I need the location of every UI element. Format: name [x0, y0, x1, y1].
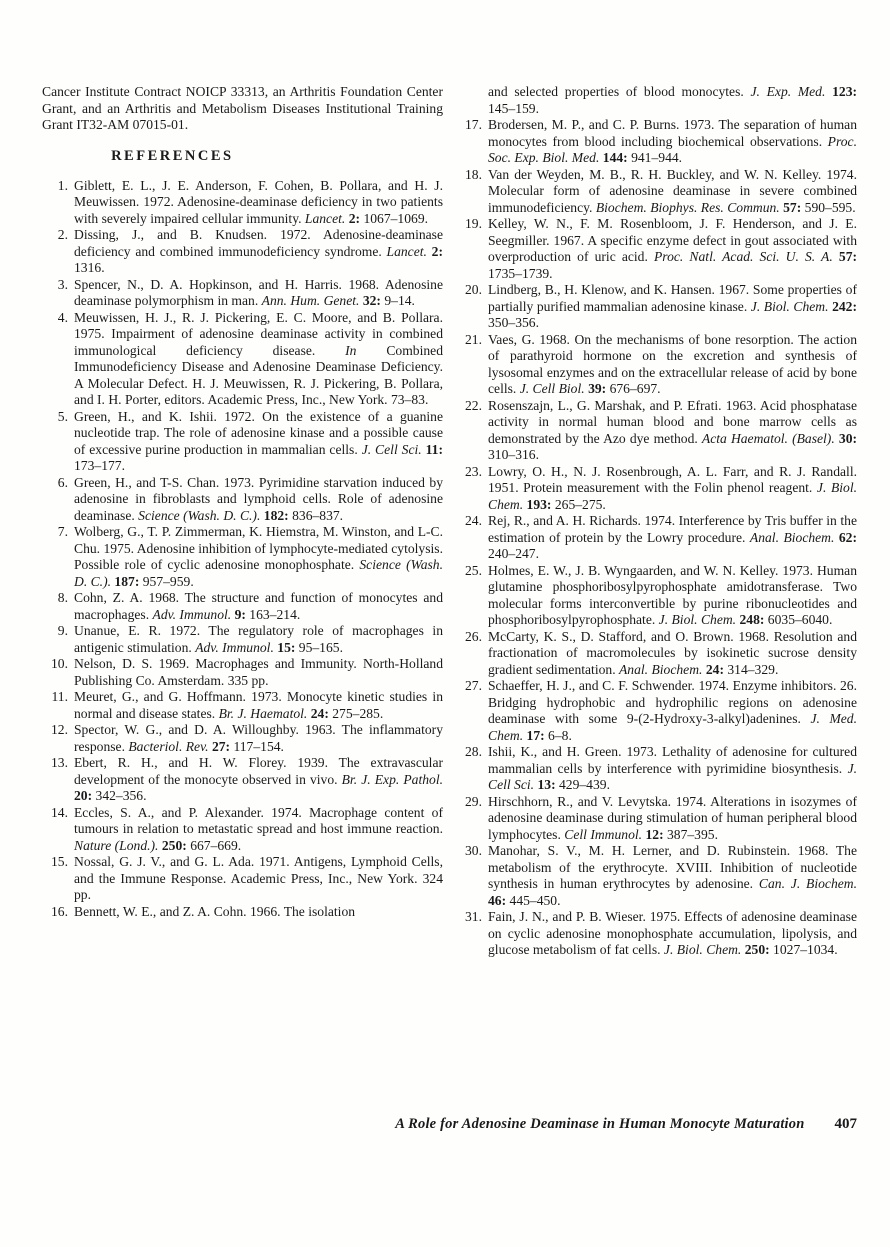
reference-text: Nossal, G. J. V., and G. L. Ada. 1971. Antigens, Lymphoid Cells, and the Immune Response. Academic Press, Inc., New York. 324 pp. [74, 854, 443, 902]
reference-number: 22. [465, 397, 482, 413]
running-title: A Role for Adenosine Deaminase in Human Monocyte Maturation [395, 1116, 805, 1132]
reference-number: 28. [465, 744, 482, 759]
reference-item [456, 464, 857, 514]
reference-text: Rosenszajn, L., G. Marshak, and P. Efrati. 1963. Acid phosphatase activity in normal human blood and bone marrow cells as demonstrated by the Azo dye method. Acta Haematol. (Basel). 30: 310–316. [488, 397, 858, 462]
reference-item [456, 909, 857, 959]
journal-page [42, 84, 857, 959]
reference-text: Schaeffer, H. J., and C. F. Schwender. 1974. Enzyme inhibitors. 26. Bridging hydrophobic and hydrophilic regions on adenosine deaminase with some 9-(2-Hydroxy-3-alkyl)adenines. J. Med. Chem. 17: 6–8. [488, 678, 858, 743]
reference-item [42, 475, 443, 525]
reference-text: Vaes, G. 1968. On the mechanisms of bone resorption. The action of parathyroid hormone on the excretion and synthesis of lysosomal enzymes and on the extracellular release of acid by bone cells. J. Cell Biol. 39: 676–697. [488, 331, 857, 396]
reference-item [42, 623, 443, 656]
reference-item [42, 178, 443, 228]
reference-16-continuation: and selected properties of blood monocytes. J. Exp. Med. 123: 145–159. [488, 84, 858, 116]
reference-number: 3. [57, 276, 68, 292]
reference-item [456, 563, 857, 629]
reference-item [42, 689, 443, 722]
reference-item [456, 216, 857, 282]
reference-item [42, 277, 443, 310]
reference-number: 7. [57, 524, 68, 539]
acknowledgment-continuation: Cancer Institute Contract NOICP 33313, an Arthritis Foundation Center Grant, and an Arthritis and Metabolism Diseases Institutional Training Grant IT32-AM 07015-01. [42, 84, 443, 132]
reference-number: 20. [465, 282, 482, 297]
reference-text: Meuwissen, H. J., R. J. Pickering, E. C. Moore, and B. Pollara. 1975. Impairment of adenosine deaminase activity in combined immunological deficiency disease. In Combined Immunodeficiency Disease and Adenosine Deaminase Deficiency. A Molecular Defect. H. J. Meuwissen, R. J. Pickering, B. Pollara, and I. H. Porter, editors. Academic Press, Inc., New York. 73–83. [74, 309, 443, 407]
reference-text: McCarty, K. S., D. Stafford, and O. Brown. 1968. Resolution and fractionation of macromolecules by isokinetic sucrose density gradient sedimentation. Anal. Biochem. 24: 314–329. [488, 628, 857, 677]
reference-item [42, 524, 443, 590]
reference-item [42, 755, 443, 805]
page-number: 407 [834, 1116, 857, 1132]
reference-number: 26. [465, 628, 482, 644]
reference-number: 8. [57, 590, 68, 605]
reference-number: 30. [465, 843, 482, 858]
two-column-layout [42, 84, 857, 959]
reference-number: 24. [465, 513, 482, 528]
reference-number: 25. [465, 562, 482, 578]
reference-number: 21. [465, 331, 482, 347]
reference-item [456, 117, 857, 167]
reference-number: 12. [51, 722, 68, 737]
reference-text: Brodersen, M. P., and C. P. Burns. 1973. The separation of human monocytes from blood including biochemical observations. Proc. Soc. Exp. Biol. Med. 144: 941–944. [488, 117, 857, 165]
reference-item [456, 629, 857, 679]
reference-number: 14. [51, 804, 68, 820]
reference-text: Hirschhorn, R., and V. Levytska. 1974. Alterations in isozymes of adenosine deaminase during stimulation of human peripheral blood lymphocytes. Cell Immunol. 12: 387–395. [488, 793, 857, 842]
reference-text: Manohar, S. V., M. H. Lerner, and D. Rubinstein. 1968. The metabolism of the erythrocyte. XVIII. Inhibition of nucleotide synthesis in human erythrocytes by adenosine. Can. J. Biochem. 46: 445–450. [488, 843, 858, 908]
left-column [42, 84, 443, 959]
reference-item [456, 794, 857, 844]
reference-number: 6. [57, 474, 68, 490]
reference-number: 10. [51, 656, 68, 671]
reference-text: Holmes, E. W., J. B. Wyngaarden, and W. N. Kelley. 1973. Human glutamine phosphoribosylpyrophosphate amidotransferase. Two molecular forms interconvertible by purine ribonucleotides and phosphoribosylpyrophosphate. J. Biol. Chem. 248: 6035–6040. [488, 562, 857, 627]
reference-number: 9. [57, 623, 68, 638]
references-heading: REFERENCES [111, 147, 234, 164]
right-column [456, 84, 857, 959]
reference-text: Bennett, W. E., and Z. A. Cohn. 1966. The isolation [74, 903, 356, 919]
reference-text: Dissing, J., and B. Knudsen. 1972. Adenosine-deaminase deficiency and combined immunodeficiency syndrome. Lancet. 2: 1316. [74, 227, 443, 275]
reference-item [456, 332, 857, 398]
reference-item [42, 656, 443, 689]
reference-text: Green, H., and T-S. Chan. 1973. Pyrimidine starvation induced by adenosine in fibroblasts and lymphoid cells. Role of adenosine deaminase. Science (Wash. D. C.). 182: 836–837. [74, 474, 443, 523]
reference-text: Fain, J. N., and P. B. Wieser. 1975. Effects of adenosine deaminase on cyclic adenosine monophosphate accumulation, lipolysis, and glucose metabolism of fat cells. J. Biol. Chem. 250: 1027–1034. [488, 909, 857, 957]
reference-number: 1. [57, 177, 68, 193]
reference-text: Ebert, R. H., and H. W. Florey. 1939. The extravascular development of the monocyte observed in vivo. Br. J. Exp. Pathol. 20: 342–356. [74, 755, 444, 803]
reference-item [456, 678, 857, 744]
reference-text: Meuret, G., and G. Hoffmann. 1973. Monocyte kinetic studies in normal and disease states. Br. J. Haematol. 24: 275–285. [74, 689, 443, 721]
reference-number: 5. [57, 408, 68, 424]
reference-number: 4. [57, 309, 68, 325]
reference-item [456, 744, 857, 794]
reference-text: Eccles, S. A., and P. Alexander. 1974. Macrophage content of tumours in relation to metastatic spread and host immune reaction. Nature (Lond.). 250: 667–669. [74, 804, 443, 853]
reference-item [456, 282, 857, 332]
reference-text: Ishii, K., and H. Green. 1973. Lethality of adenosine for cultured mammalian cells by interference with pyrimidine biosynthesis. J. Cell Sci. 13: 429–439. [488, 744, 857, 792]
reference-text: Unanue, E. R. 1972. The regulatory role of macrophages in antigenic stimulation. Adv. Immunol. 15: 95–165. [74, 623, 443, 655]
reference-number: 16. [51, 903, 68, 919]
reference-text: Lowry, O. H., N. J. Rosenbrough, A. L. Farr, and R. J. Randall. 1951. Protein measurement with the Folin phenol reagent. J. Biol. Chem. 193: 265–275. [488, 463, 857, 512]
reference-text: Wolberg, G., T. P. Zimmerman, K. Hiemstra, M. Winston, and L-C. Chu. 1975. Adenosine inhibition of lymphocyte-mediated cytolysis. Possible role of cyclic adenosine monophosphate. Science (Wash. D. C.). 187: 957–959. [74, 524, 443, 589]
reference-number: 23. [465, 463, 482, 479]
reference-number: 29. [465, 793, 482, 809]
reference-number: 27. [465, 678, 482, 693]
reference-number: 2. [57, 227, 68, 242]
reference-text: Giblett, E. L., J. E. Anderson, F. Cohen, B. Pollara, and H. J. Meuwissen. 1972. Adenosine-deaminase deficiency in two patients with severely impaired cellular immunity. Lancet. 2: 1067–1069. [74, 177, 443, 226]
reference-text: Spector, W. G., and D. A. Willoughby. 1963. The inflammatory response. Bacteriol. Rev. 27: 117–154. [74, 722, 443, 754]
reference-item [456, 843, 857, 909]
reference-number: 17. [465, 117, 482, 132]
reference-item [42, 854, 443, 904]
reference-item [42, 310, 443, 409]
reference-number: 11. [51, 689, 68, 704]
reference-text: Lindberg, B., H. Klenow, and K. Hansen. 1967. Some properties of partially purified mammalian adenosine kinase. J. Biol. Chem. 242: 350–356. [488, 282, 857, 330]
reference-number: 18. [465, 166, 482, 182]
reference-list-right [456, 117, 857, 959]
reference-number: 19. [465, 216, 482, 231]
reference-text: Cohn, Z. A. 1968. The structure and function of monocytes and macrophages. Adv. Immunol. 9: 163–214. [74, 590, 443, 622]
reference-text: Rej, R., and A. H. Richards. 1974. Interference by Tris buffer in the estimation of protein by the Lowry procedure. Anal. Biochem. 62: 240–247. [488, 513, 857, 561]
reference-item [456, 398, 857, 464]
reference-item [42, 904, 443, 921]
reference-number: 15. [51, 854, 68, 869]
reference-text: Van der Weyden, M. B., R. H. Buckley, and W. N. Kelley. 1974. Molecular form of adenosine deaminase in severe combined immunodeficiency. Biochem. Biophys. Res. Commun. 57: 590–595. [488, 166, 857, 215]
running-footer [42, 1116, 857, 1133]
reference-text: Nelson, D. S. 1969. Macrophages and Immunity. North-Holland Publishing Co. Amsterdam. 335 pp. [74, 656, 443, 688]
reference-item [456, 167, 857, 217]
reference-number: 13. [51, 755, 68, 770]
reference-text: Spencer, N., D. A. Hopkinson, and H. Harris. 1968. Adenosine deaminase polymorphism in man. Ann. Hum. Genet. 32: 9–14. [74, 276, 443, 308]
reference-text: Kelley, W. N., F. M. Rosenbloom, J. F. Henderson, and J. E. Seegmiller. 1967. A specific enzyme defect in gout associated with overproduction of uric acid. Proc. Natl. Acad. Sci. U. S. A. 57: 1735–1739. [488, 216, 858, 281]
reference-text: Green, H., and K. Ishii. 1972. On the existence of a guanine nucleotide trap. The role of adenosine kinase and a possible cause of excessive purine production in mammalian cells. J. Cell Sci. 11: 173–177. [74, 408, 443, 473]
reference-item [42, 590, 443, 623]
reference-list-left [42, 178, 443, 921]
reference-item [42, 409, 443, 475]
reference-item [42, 805, 443, 855]
reference-number: 31. [465, 909, 482, 924]
reference-item [42, 722, 443, 755]
reference-item [456, 513, 857, 563]
reference-item [42, 227, 443, 277]
